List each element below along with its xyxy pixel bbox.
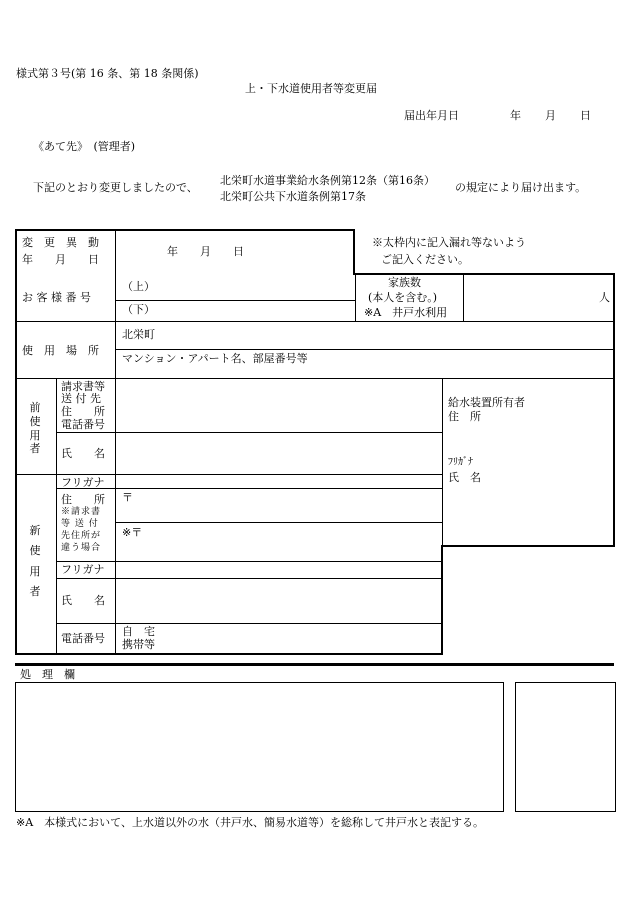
col-line [115,229,116,654]
location-label: 使 用 場 所 [22,344,99,357]
alt-postal-mark[interactable]: ※〒 [122,526,143,539]
ordinance-water: 北栄町水道事業給水条例第12条（第16条） [220,174,435,187]
mobile-phone-label: 携帯等 [122,638,155,651]
form-border-left [15,229,17,655]
owner-name-label: 氏 名 [448,471,481,484]
processing-box[interactable] [15,682,504,812]
ordinance-sewer: 北栄町公共下水道条例第17条 [220,190,366,203]
row-line [15,378,614,379]
note-line-1: ※太枠内に記入漏れ等ないよう [372,236,526,249]
stamp-box[interactable] [515,682,616,812]
billing-label-3: 住 所 [61,405,105,418]
family-label-1: 家族数 [388,276,421,289]
building-field[interactable]: マンション・アパート名、部屋番号等 [122,352,308,365]
form-border-top-right [353,273,615,275]
col-line [442,378,443,546]
billing-label-4: 電話番号 [61,418,105,431]
intro-trail: の規定により届け出ます。 [455,181,587,194]
form-number: 様式第３号(第 16 条、第 18 条関係) [16,67,199,80]
processing-label: 処 理 欄 [20,668,75,681]
row-line [15,321,614,322]
billing-label-2: 送 付 先 [61,392,101,405]
persons-unit: 人 [599,291,610,304]
new-name-label: 氏 名 [61,594,105,607]
row-line [115,349,614,350]
form-border-step-h [441,545,615,547]
form-border-top [15,229,354,231]
phone-label: 電話番号 [61,632,105,645]
processing-divider [15,663,614,666]
alt-address-label-3: 先住所が [61,531,102,541]
furigana-label-2: フリガナ [61,563,105,576]
addressee: 《あて先》 (管理者) [33,140,136,153]
row-line [56,578,442,579]
water-number-field[interactable]: （上） [122,280,155,293]
alt-address-label-2: 等 送 付 [61,519,99,529]
town-name[interactable]: 北栄町 [122,328,155,341]
billing-label-1: 請求書等 [61,380,105,393]
col-line [355,273,356,322]
footnote: ※A 本様式において、上水道以外の水（井戸水、簡易水道等）を総称して井戸水と表記する。 [16,816,484,829]
prev-name-label: 氏 名 [61,447,105,460]
alt-address-label-4: 違う場合 [61,543,102,553]
note-line-2: ご記入ください。 [381,253,469,266]
row-line [56,432,442,433]
row-line [15,474,442,475]
change-date-value[interactable]: 年 月 日 [167,245,244,258]
page-title: 上・下水道使用者等変更届 [245,82,377,95]
previous-user-label: 前使用者 [29,401,41,456]
form-border-bottom [15,653,443,655]
row-line [115,522,442,523]
family-label-3: ※A 井戸水利用 [364,306,448,319]
postal-mark[interactable]: 〒 [122,491,133,504]
submission-year: 年 [510,109,521,122]
submission-day: 日 [580,109,591,122]
sewer-number-field[interactable]: （下） [122,303,155,316]
change-date-label-1: 変 更 異 動 [22,236,99,249]
family-label-2: (本人を含む。) [368,291,438,304]
address-label: 住 所 [61,493,105,506]
home-phone-label: 自 宅 [122,625,155,638]
row-line [56,623,442,624]
owner-address-label: 住 所 [448,410,481,423]
col-line [56,378,57,654]
alt-address-label-1: ※請求書 [61,507,102,517]
intro-lead: 下記のとおり変更しましたので、 [33,181,198,194]
customer-number-label: お 客 様 番 号 [22,291,91,304]
owner-furigana-label: ﾌﾘｶﾞﾅ [448,457,473,468]
submission-month: 月 [545,109,556,122]
col-line [463,273,464,322]
form-border-right [613,273,615,546]
owner-label: 給水装置所有者 [448,396,525,409]
row-line [56,561,442,562]
change-date-label-2: 年 月 日 [22,253,99,266]
form-border-notch-v [353,229,355,274]
submission-date-label: 届出年月日 [404,109,459,122]
furigana-label: フリガナ [61,476,105,489]
row-line [56,488,442,489]
new-user-label: 新使用者 [29,524,41,599]
row-line [115,300,355,301]
